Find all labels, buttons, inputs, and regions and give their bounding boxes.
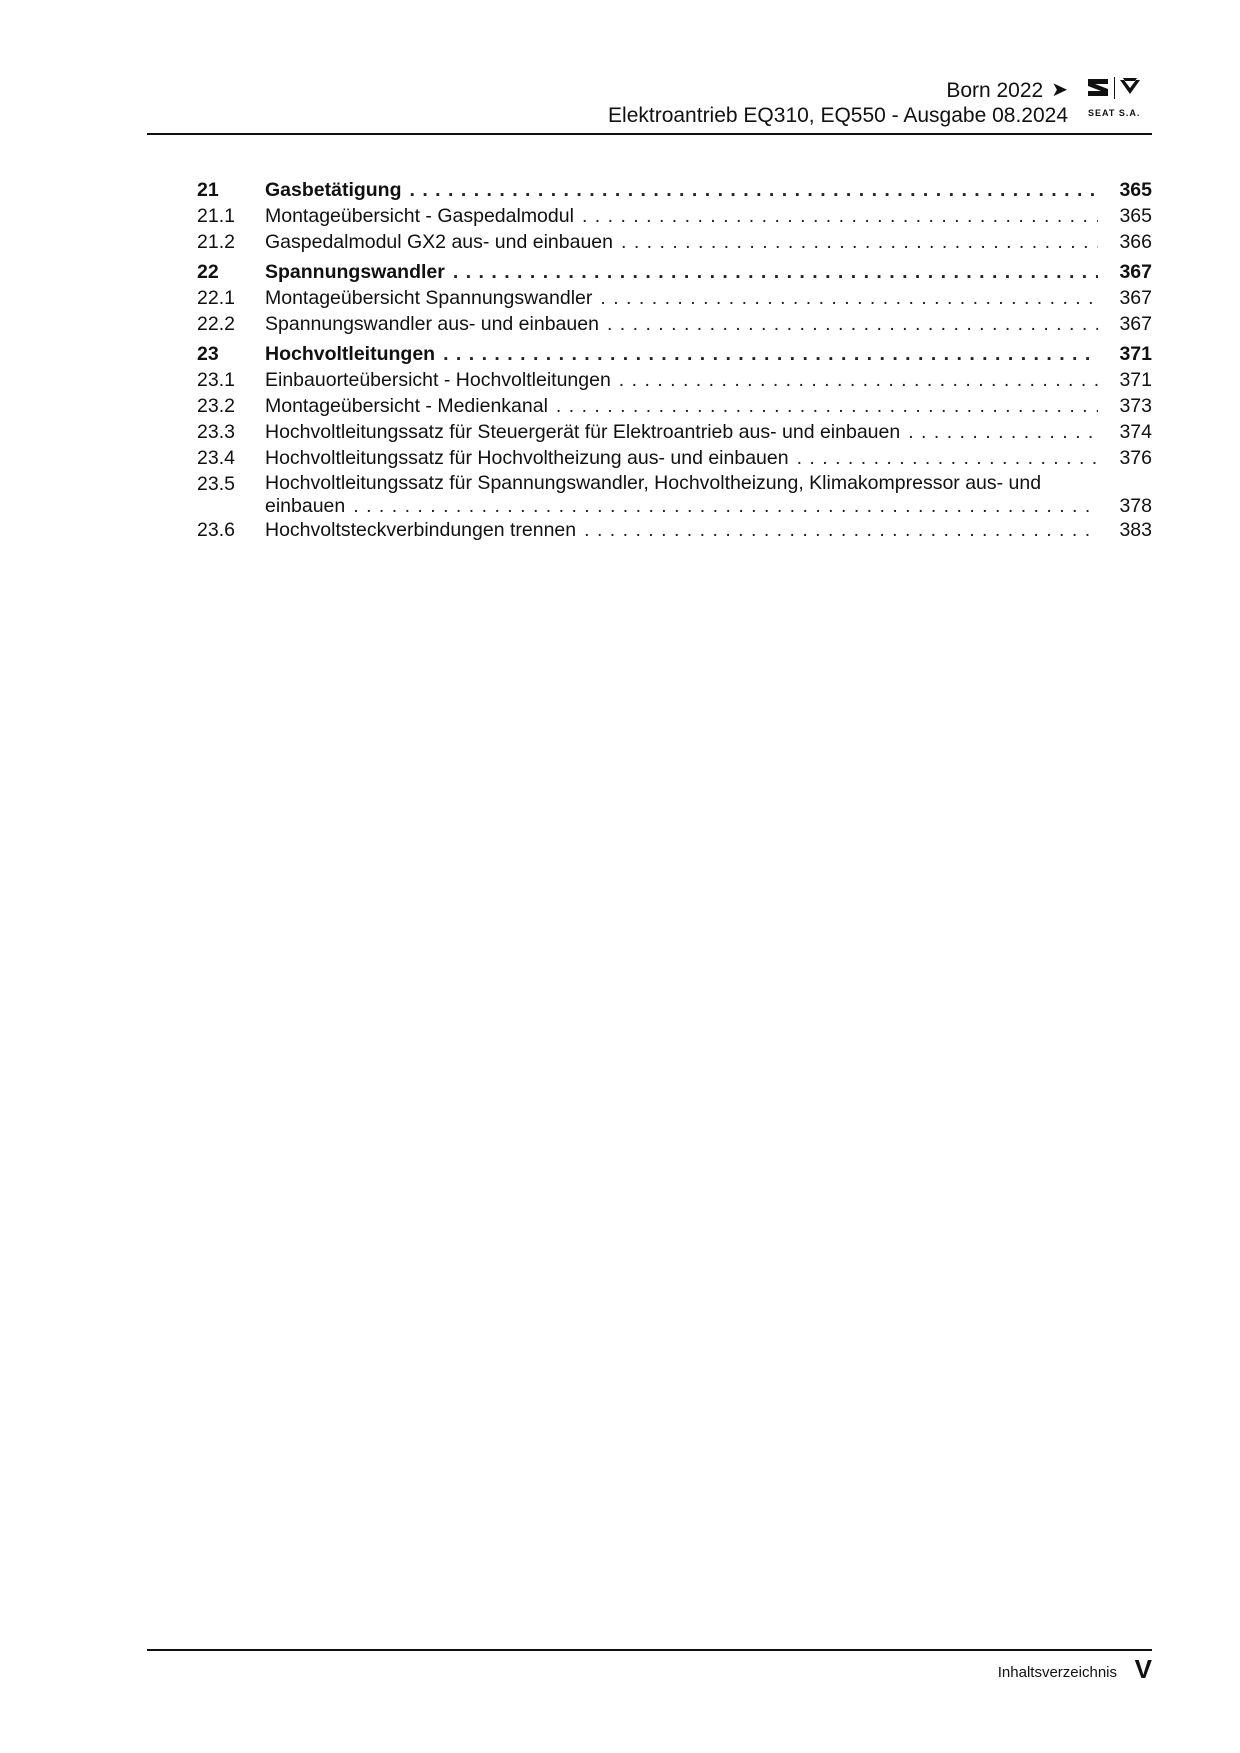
toc-title: Hochvoltleitungssatz für Hochvoltheizung aus- und einbauen: [265, 447, 789, 469]
toc-page: 365: [1119, 179, 1152, 201]
dot-leader: [410, 177, 1098, 203]
toc-entry[interactable]: [197, 367, 1152, 393]
toc-chapter: [197, 341, 1152, 543]
toc-num: 21.2: [197, 231, 235, 253]
toc-num: 23: [197, 343, 219, 365]
dot-leader: [619, 367, 1098, 393]
toc-title: Spannungswandler aus- und einbauen: [265, 313, 599, 335]
toc-num: 21.1: [197, 205, 235, 227]
toc-title-line2: [265, 495, 1098, 517]
toc-entry[interactable]: [197, 229, 1152, 255]
footer-page-number: V: [1134, 1654, 1152, 1684]
toc-title: Montageübersicht Spannungswandler: [265, 287, 593, 309]
toc-title-cont: einbauen: [265, 495, 346, 517]
toc-num: 23.5: [197, 473, 235, 495]
dot-leader: [797, 445, 1098, 471]
header-divider: [147, 133, 1152, 135]
toc-title: Spannungswandler: [265, 261, 445, 283]
toc-entry[interactable]: [197, 445, 1152, 471]
toc-num: 22: [197, 261, 219, 283]
toc-title: Montageübersicht - Medienkanal: [265, 395, 548, 417]
dot-leader: [600, 285, 1098, 311]
toc-page: 373: [1119, 395, 1152, 417]
dot-leader: [607, 311, 1098, 337]
toc-page: 367: [1119, 261, 1152, 283]
toc-page: 367: [1119, 313, 1152, 335]
toc-chapter-row[interactable]: [197, 177, 1152, 203]
toc-num: 21: [197, 179, 219, 201]
running-header: [608, 78, 1068, 128]
toc-chapter-row[interactable]: [197, 259, 1152, 285]
toc-entry[interactable]: [197, 311, 1152, 337]
toc-page: 366: [1119, 231, 1152, 253]
toc-entry[interactable]: [197, 517, 1152, 543]
table-of-contents: [197, 177, 1152, 547]
logo-text: SEAT S.A.: [1088, 108, 1141, 118]
dot-leader: [556, 393, 1098, 419]
toc-page: 365: [1119, 205, 1152, 227]
toc-page: 374: [1119, 421, 1152, 443]
dot-leader: [908, 419, 1098, 445]
toc-page: 371: [1119, 343, 1152, 365]
model-title: Born 2022: [946, 79, 1044, 102]
toc-chapter: [197, 177, 1152, 255]
dot-leader: [443, 341, 1098, 367]
toc-title: Gaspedalmodul GX2 aus- und einbauen: [265, 231, 613, 253]
toc-page: 371: [1119, 369, 1152, 391]
toc-num: 22.2: [197, 313, 235, 335]
arrow-icon: ➤: [1051, 79, 1068, 101]
toc-num: 23.1: [197, 369, 235, 391]
toc-title: Gasbetätigung: [265, 179, 402, 201]
toc-title: Hochvoltleitungssatz für Steuergerät für Elektroantrieb aus- und einbauen: [265, 421, 901, 443]
toc-num: 22.1: [197, 287, 235, 309]
toc-num: 23.4: [197, 447, 235, 469]
dot-leader: [621, 229, 1098, 255]
toc-entry[interactable]: [197, 203, 1152, 229]
toc-title: Montageübersicht - Gaspedalmodul: [265, 205, 574, 227]
toc-entry[interactable]: [197, 393, 1152, 419]
toc-title: Hochvoltleitungssatz für Spannungswandler, Hochvoltheizung, Klimakompressor aus- und: [265, 472, 1042, 494]
manual-subtitle: Elektroantrieb EQ310, EQ550 - Ausgabe 08.2024: [608, 104, 1068, 127]
dot-leader: [582, 203, 1098, 229]
toc-title-multiline: [265, 471, 1098, 517]
toc-num: 23.6: [197, 519, 235, 541]
toc-num: 23.2: [197, 395, 235, 417]
footer-divider: [147, 1649, 1152, 1651]
toc-entry[interactable]: [197, 419, 1152, 445]
toc-title: Hochvoltleitungen: [265, 343, 436, 365]
toc-page: 378: [1119, 495, 1152, 517]
seat-logo: [1078, 74, 1158, 124]
toc-page: 367: [1119, 287, 1152, 309]
footer-section-label: Inhaltsverzeichnis: [997, 1664, 1117, 1681]
toc-chapter: [197, 259, 1152, 337]
toc-num: 23.3: [197, 421, 235, 443]
toc-page: 383: [1119, 519, 1152, 541]
toc-entry[interactable]: [197, 285, 1152, 311]
toc-title: Hochvoltsteckverbindungen trennen: [265, 519, 577, 541]
dot-leader: [584, 517, 1098, 543]
toc-title: Einbauorteübersicht - Hochvoltleitungen: [265, 369, 611, 391]
dot-leader: [353, 495, 1098, 517]
toc-page: 376: [1119, 447, 1152, 469]
toc-entry[interactable]: [197, 471, 1152, 517]
toc-chapter-row[interactable]: [197, 341, 1152, 367]
dot-leader: [453, 259, 1098, 285]
